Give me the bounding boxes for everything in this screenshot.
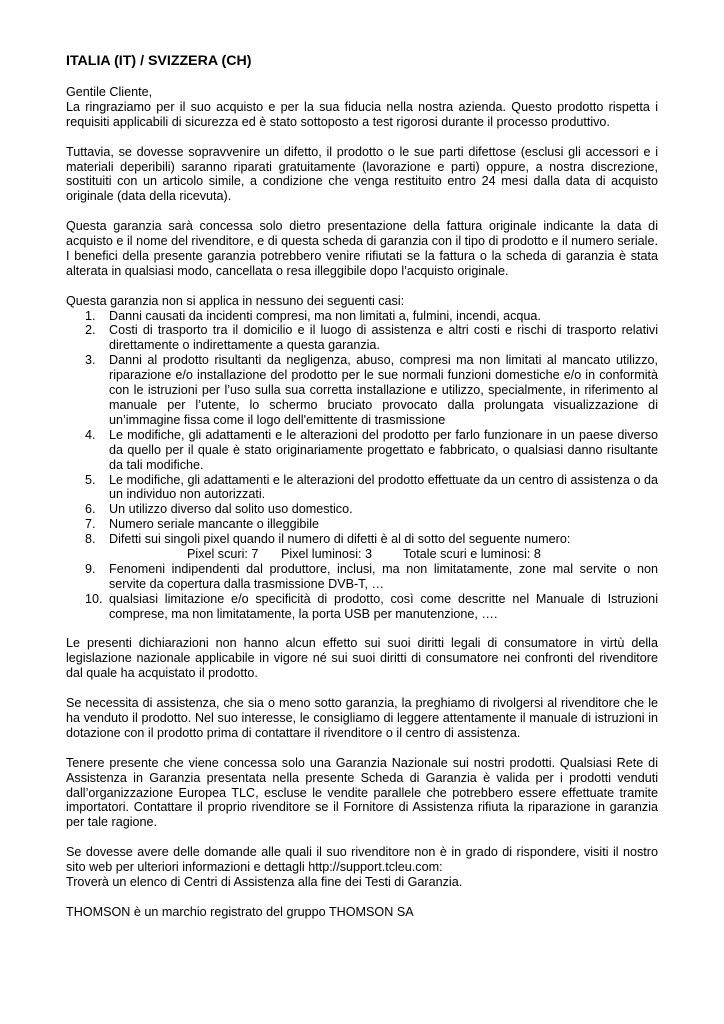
rights-paragraph: Le presenti dichiarazioni non hanno alcun effetto sui suoi diritti legali di consumatore in virtù della legislazione nazionale applicabile in vigore né sui suoi diritti di consumatore nei confronti del rivenditore dal quale ha acquistato il prodotto.	[66, 636, 658, 681]
list-item	[66, 323, 658, 353]
list-item	[66, 502, 658, 517]
questions-paragraph	[66, 845, 658, 890]
service-centers-note: Troverà un elenco di Centri di Assistenza alla fine dei Testi di Garanzia.	[66, 874, 463, 889]
list-text: Un utilizzo diverso dal solito uso domestico.	[109, 502, 353, 517]
list-text: Le modifiche, gli adattamenti e le alterazioni del prodotto per farlo funzionare in un paese diverso da quello per il quale è stato originariamente progettato e fabbricato, o qualsiasi danno risultante da tali modifiche.	[109, 427, 658, 472]
list-text: Danni al prodotto risultanti da negligenza, abuso, compresi ma non limitati al mancato utilizzo, riparazione e/o installazione del prodotto per le sue normali funzioni domestiche e/o in conformità con le istruzioni per l’uso sulla sua corretta installazione e utilizzo, specialmente, in riferimento al manuale per l’utente, lo schermo bruciato provocato dalla prolungata visualizzazione di un’immagine fissa come il logo dell'emittente di trasmissione	[109, 353, 658, 427]
greeting: Gentile Cliente,	[66, 85, 153, 99]
intro-text: La ringraziamo per il suo acquisto e per la sua fiducia nella nostra azienda. Questo prodotto rispetta i requisiti applicabili di sicurezza ed è stato sottoposto a test rigorosi durante il processo produttivo.	[66, 99, 658, 129]
list-number: 7.	[85, 517, 96, 532]
exclusions-list	[66, 309, 658, 622]
pixel-limits	[109, 547, 658, 562]
list-number: 3.	[85, 353, 96, 368]
list-item	[66, 532, 658, 562]
national-warranty-paragraph: Tenere presente che viene concessa solo una Garanzia Nazionale sui nostri prodotti. Qualsiasi Rete di Assistenza in Garanzia presentata nella presente Scheda di Garanzia è valida per i prodotti venduti dall’organizzazione Europea TLC, escluse le vendite parallele che potrebbero essere effettuate tramite importatori. Contattare il proprio rivenditore se il Fornitore di Assistenza rifiuta la riparazione in garanzia per tale ragione.	[66, 755, 658, 830]
list-text: Costi di trasporto tra il domicilio e il luogo di assistenza e altri costi e rischi di trasporto relativi direttamente o indirettamente a questa garanzia.	[109, 323, 658, 353]
list-item	[66, 592, 658, 622]
list-number: 5.	[85, 472, 96, 487]
page-title: ITALIA (IT) / SVIZZERA (CH)	[66, 53, 252, 69]
list-number: 8.	[85, 532, 96, 547]
dark-pixel-limit: Pixel scuri: 7	[187, 547, 259, 562]
list-text: Le modifiche, gli adattamenti e le alterazioni del prodotto effettuate da un centro di assistenza o da un individuo non autorizzati.	[109, 472, 658, 502]
list-number: 10.	[85, 591, 103, 606]
list-item	[66, 428, 658, 473]
exclusions-intro: Questa garanzia non si applica in nessuno dei seguenti casi:	[66, 293, 405, 308]
trademark-notice: THOMSON è un marchio registrato del gruppo THOMSON SA	[66, 904, 414, 919]
list-item	[66, 473, 658, 503]
list-number: 1.	[85, 308, 96, 323]
list-item	[66, 517, 658, 532]
total-pixel-limit: Totale scuri e luminosi: 8	[403, 547, 541, 562]
list-text: Difetti sui singoli pixel quando il numero di difetti è al di sotto del seguente numero:	[109, 532, 571, 547]
list-text: Numero seriale mancante o illeggibile	[109, 517, 320, 532]
warranty-document	[66, 52, 658, 935]
list-item	[66, 309, 658, 324]
list-number: 9.	[85, 561, 96, 576]
list-text: Danni causati da incidenti compresi, ma non limitati a, fulmini, incendi, acqua.	[109, 308, 541, 323]
intro-paragraph	[66, 85, 658, 130]
list-item	[66, 353, 658, 428]
invoice-paragraph: Questa garanzia sarà concessa solo dietro presentazione della fattura originale indicante la data di acquisto e il nome del rivenditore, e di questa scheda di garanzia con il tipo di prodotto e il numero seriale. I benefici della presente garanzia potrebbero venire rifiutati se la fattura o la scheda di garanzia è stata alterata in qualsiasi modo, cancellata o resa illeggibile dopo l’acquisto originale.	[66, 219, 658, 278]
list-text: Fenomeni indipendenti dal produttore, inclusi, ma non limitatamente, zone mal servite o non servite da copertura dalla trasmissione DVB-T, …	[109, 561, 658, 591]
repair-paragraph: Tuttavia, se dovesse sopravvenire un difetto, il prodotto o le sue parti difettose (esclusi gli accessori e i materiali deperibili) saranno riparati gratuitamente (lavorazione e parti) oppure, a nostra discrezione, sostituiti con un articolo simile, a condizione che venga restituito entro 24 mesi dalla data di acquisto originale (data della ricevuta).	[66, 144, 658, 204]
list-number: 6.	[85, 502, 96, 517]
list-number: 2.	[85, 323, 96, 338]
bright-pixel-limit: Pixel luminosi: 3	[281, 547, 372, 562]
assistance-paragraph: Se necessita di assistenza, che sia o meno sotto garanzia, la preghiamo di rivolgersi al rivenditore che le ha venduto il prodotto. Nel suo interesse, le consigliamo di leggere attentamente il manuale di istruzioni in dotazione con il prodotto prima di contattare il rivenditore o il centro di assistenza.	[66, 696, 658, 740]
list-number: 4.	[85, 427, 96, 442]
questions-text: Se dovesse avere delle domande alle quali il suo rivenditore non è in grado di rispondere, visiti il nostro sito web per ulteriori informazioni e dettagli http://support.tcleu.com:	[66, 845, 658, 875]
list-text: qualsiasi limitazione e/o specificità di prodotto, così come descritte nel Manuale di Istruzioni comprese, ma non limitatamente, la porta USB per manutenzione, ….	[109, 591, 658, 621]
list-item	[66, 562, 658, 592]
